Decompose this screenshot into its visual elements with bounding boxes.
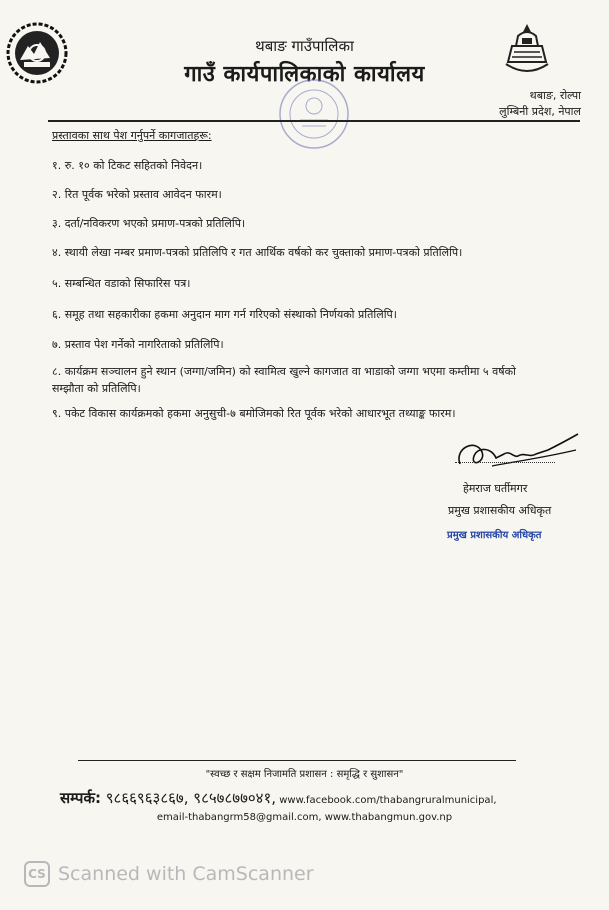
list-item-number: ३. bbox=[52, 217, 62, 230]
handwritten-signature bbox=[452, 428, 582, 476]
list-item bbox=[52, 215, 572, 232]
list-item-text: कार्यक्रम सञ्चालन हुने स्थान (जग्गा/जमिन) को स्वामित्व खुल्ने कागजात वा भाडाको जग्गा भएमा कम्तीमा ५ वर्षको bbox=[64, 365, 516, 378]
header-divider bbox=[48, 120, 580, 122]
list-item-number: २. bbox=[52, 188, 62, 201]
documents-heading: प्रस्तावका साथ पेश गर्नुपर्ने कागजातहरू: bbox=[52, 129, 212, 142]
camscanner-watermark bbox=[24, 860, 314, 888]
address-province: लुम्बिनी प्रदेश, नेपाल bbox=[499, 105, 581, 118]
list-item bbox=[52, 244, 572, 261]
list-item bbox=[52, 336, 572, 353]
list-item-number: ५. bbox=[52, 277, 62, 290]
list-item-text: पकेट विकास कार्यक्रमको हकमा अनुसुची-७ बमोजिमको रित पूर्वक भरेको आधारभूत तथ्याङ्क फारम। bbox=[64, 407, 456, 420]
list-item bbox=[52, 306, 572, 323]
list-item-text: प्रस्ताव पेश गर्नेको नागरिताको प्रतिलिपि। bbox=[64, 338, 224, 351]
email-website[interactable]: email-thabangrm58@gmail.com, www.thabangmun.gov.np bbox=[156, 812, 453, 823]
footer-motto: "स्वच्छ र सक्षम निजामति प्रशासन : समृद्धि र सुशासन" bbox=[205, 769, 404, 780]
list-item-number: ६. bbox=[52, 308, 62, 321]
municipality-name: थबाङ गाउँपालिका bbox=[255, 37, 354, 55]
footer-divider bbox=[78, 760, 516, 761]
list-item-number: ४. bbox=[52, 246, 62, 259]
office-name: गाउँ कार्यपालिकाको कार्यालय bbox=[184, 62, 425, 87]
contact-phones: ९८६६९६३८६७, ९८५७८७७०४१, bbox=[100, 789, 277, 807]
list-item bbox=[52, 405, 572, 422]
list-item-text: स्थायी लेखा नम्बर प्रमाण-पत्रको प्रतिलिपि र गत आर्थिक वर्षको कर चुक्ताको प्रमाण-पत्रको प्रतिलिपि। bbox=[64, 246, 463, 259]
list-item bbox=[52, 363, 572, 397]
list-item-number: ९. bbox=[52, 407, 62, 420]
signer-name: हेमराज घर्तीमगर bbox=[463, 482, 528, 495]
camscanner-logo-icon: CS bbox=[24, 861, 50, 887]
list-item bbox=[52, 157, 572, 174]
address-district: थबाङ, रोल्पा bbox=[529, 89, 581, 102]
office-seal-stamp bbox=[276, 76, 352, 152]
list-item-number: १. bbox=[52, 159, 62, 172]
list-item-text: सम्बन्धित वडाको सिफारिस पत्र। bbox=[64, 277, 191, 290]
signature-line bbox=[455, 462, 555, 463]
list-item-continuation: सम्झौता को प्रतिलिपि। bbox=[52, 382, 141, 395]
official-stamp: प्रमुख प्रशासकीय अधिकृत bbox=[447, 530, 542, 541]
list-item-text: समूह तथा सहकारीका हकमा अनुदान माग गर्न गरिएको संस्थाको निर्णयको प्रतिलिपि। bbox=[64, 308, 397, 321]
list-item bbox=[52, 186, 572, 203]
facebook-link[interactable]: www.facebook.com/thabangruralmunicipal, bbox=[276, 795, 497, 806]
contact-label: सम्पर्क: bbox=[60, 789, 101, 807]
contact-line bbox=[60, 788, 497, 808]
list-item-text: रु. १० को टिकट सहितको निवेदन। bbox=[64, 159, 203, 172]
list-item-number: ७. bbox=[52, 338, 62, 351]
list-item-number: ८. bbox=[52, 365, 62, 378]
list-item-text: दर्ता/नविकरण भएको प्रमाण-पत्रको प्रतिलिपि। bbox=[64, 217, 246, 230]
watermark-text: Scanned with CamScanner bbox=[58, 863, 314, 885]
list-item bbox=[52, 275, 572, 292]
signer-title: प्रमुख प्रशासकीय अधिकृत bbox=[448, 504, 552, 517]
list-item-text: रित पूर्वक भरेको प्रस्ताव आवेदन फारम। bbox=[64, 188, 222, 201]
